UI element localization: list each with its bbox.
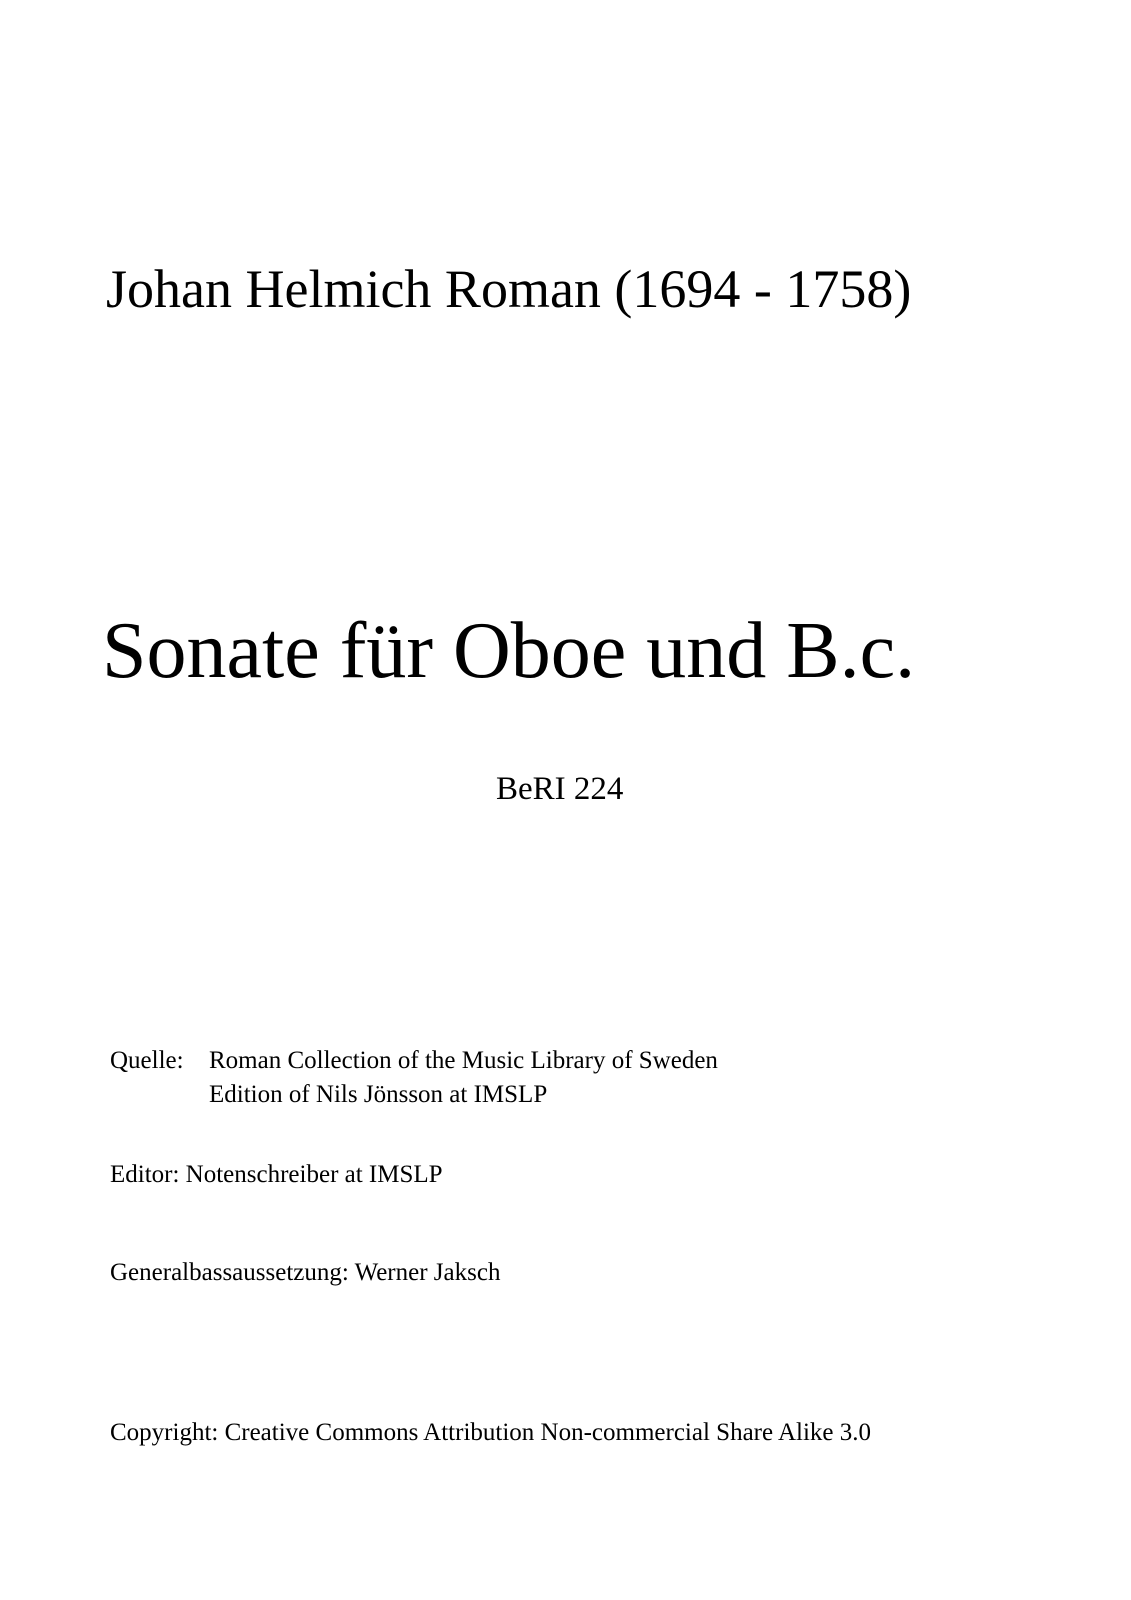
continuo-credit: Generalbassaussetzung: Werner Jaksch	[110, 1259, 501, 1286]
editor-credit: Editor: Notenschreiber at IMSLP	[110, 1161, 443, 1188]
source-label: Quelle:	[110, 1047, 184, 1074]
page-title: Sonate für Oboe und B.c.	[102, 607, 916, 695]
catalog-number: BeRI 224	[496, 771, 624, 807]
source-line-1: Roman Collection of the Music Library of Sweden	[209, 1047, 718, 1074]
copyright-notice: Copyright: Creative Commons Attribution Non-commercial Share Alike 3.0	[110, 1419, 871, 1446]
composer-name: Johan Helmich Roman (1694 - 1758)	[106, 259, 912, 319]
source-line-2: Edition of Nils Jönsson at IMSLP	[209, 1081, 548, 1108]
